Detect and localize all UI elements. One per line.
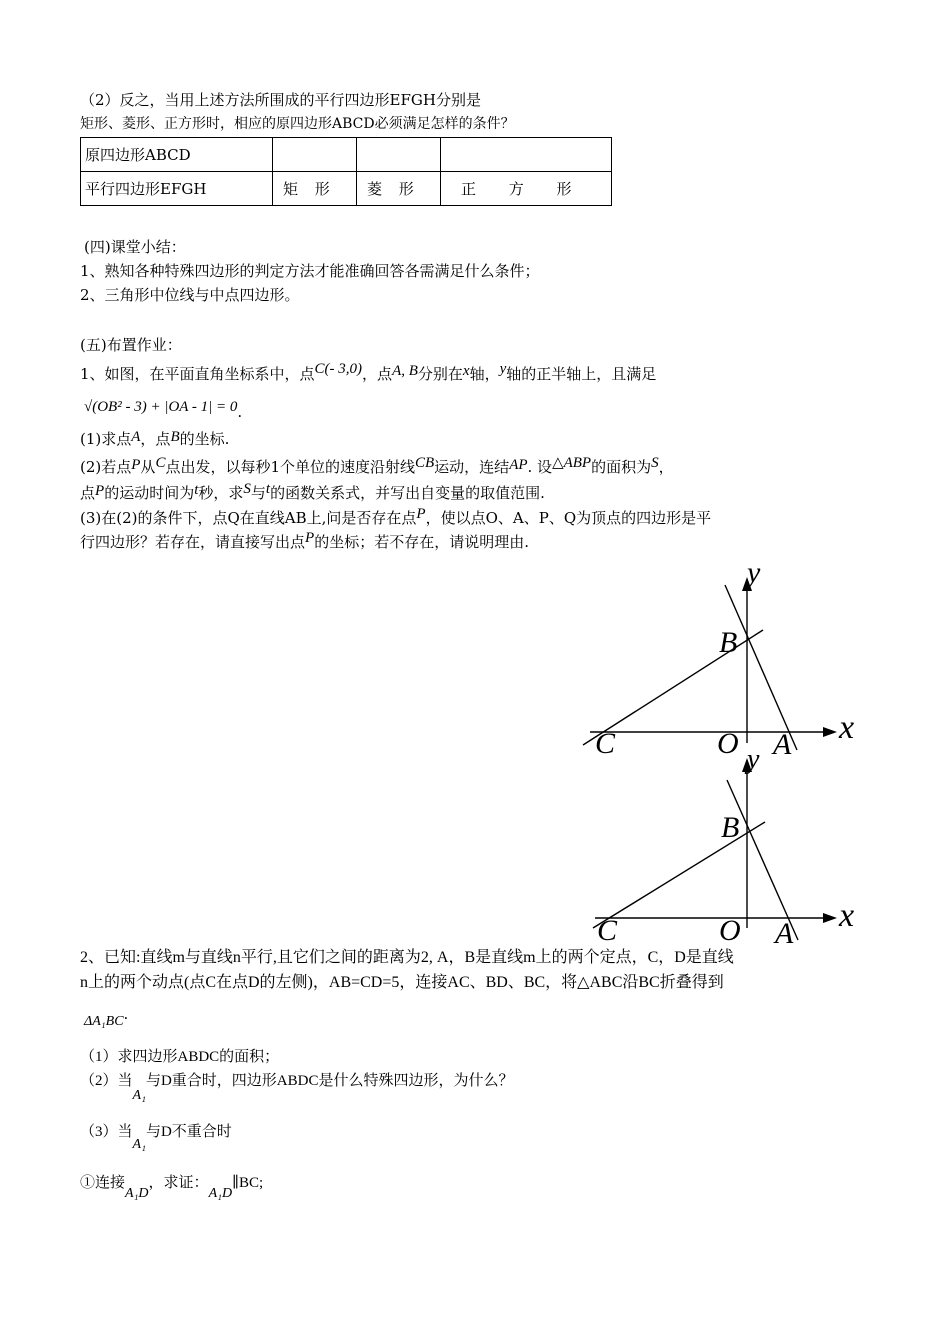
condition-formula: √(OB² - 3) + |OA - 1| = 0 [84, 399, 238, 415]
table-cell: 矩 形 [273, 172, 357, 206]
text: ∥BC; [232, 1175, 264, 1191]
x-axis-arrow [823, 727, 837, 737]
text: 与 [250, 484, 266, 502]
text: 点出发，以每秒1个单位的速度沿射线 [165, 458, 415, 476]
table-cell: 原四边形ABCD [81, 138, 273, 172]
fig2-x-label: x [839, 897, 855, 934]
text: (1)求点 [80, 430, 132, 448]
q2-triangle [84, 1005, 129, 1034]
q2-sub4 [80, 1171, 264, 1201]
var: A₁ [132, 1088, 146, 1103]
text: 1、如图，在平面直角坐标系中，点 [80, 365, 315, 383]
text: ， [658, 458, 674, 476]
summary-item-2: 2、三角形中位线与中点四边形。 [80, 286, 300, 304]
text: . [123, 1005, 129, 1023]
text: (3)在(2)的条件下，点Q在直线AB上,问是否存在点 [80, 509, 417, 527]
text: ，使以点O、A、P、Q为顶点的四边形是平 [425, 509, 712, 527]
section2-line2: 矩形、菱形、正方形时，相应的原四边形ABCD必须满足怎样的条件？ [80, 116, 515, 132]
var: △ABP [552, 455, 592, 471]
q2-sub3 [80, 1120, 232, 1152]
summary-item-1: 1、熟知各种特殊四边形的判定方法才能准确回答各需满足什么条件； [80, 262, 540, 280]
fig1-b-label: B [719, 626, 738, 659]
var: B [170, 429, 180, 445]
text: 轴， [469, 365, 500, 383]
homework-title: (五)布置作业： [80, 336, 182, 354]
var: A [131, 429, 141, 445]
text: 行四边形？若存在，请直接写出点 [80, 533, 306, 551]
fig2-o-label: O [719, 914, 741, 947]
coordinate-figure-2 [575, 740, 875, 950]
fig1-c-label: C [595, 727, 616, 760]
var: P [131, 457, 141, 473]
q2-line1: 2、已知:直线m与直线n平行,且它们之间的距离为2, A，B是直线m上的两个定点，C，D是直线 [80, 949, 734, 966]
var: P [416, 506, 426, 522]
table-cell [357, 138, 441, 172]
text: 的面积为 [591, 458, 652, 476]
summary-title: (四)课堂小结： [84, 238, 186, 256]
table-cell: 平行四边形EFGH [81, 172, 273, 206]
text: 从 [140, 458, 156, 476]
q1-intro [80, 362, 656, 387]
text: . 设 [527, 458, 553, 476]
text: 点 [80, 484, 96, 502]
fig1-o-label: O [717, 727, 739, 760]
text: ①连接 [80, 1175, 126, 1191]
q1-part1 [80, 427, 229, 452]
fig2-a-label: A [775, 917, 794, 950]
var: A₁D [208, 1186, 233, 1201]
point-c-label: C(- 3,0) [314, 361, 363, 377]
fig2-y-label: y [747, 744, 760, 775]
text: 轴的正半轴上，且满足 [506, 365, 657, 383]
x-axis-label: x [462, 363, 470, 379]
q2-sub2 [80, 1069, 514, 1103]
text: 与D重合时，四边形ABDC是什么特殊四边形，为什么？ [145, 1073, 514, 1089]
y-axis-label: y [499, 361, 507, 377]
text: 的坐标. [179, 430, 230, 448]
text: ，点 [362, 365, 393, 383]
table-row [81, 172, 612, 206]
var: t [265, 481, 271, 497]
var: P [305, 530, 315, 546]
text: 的运动时间为 [104, 484, 195, 502]
fig1-a-label: A [773, 728, 792, 761]
q2-line2: n上的两个动点(点C在点D的左侧)，AB=CD=5，连接AC、BD、BC，将△ABC沿BC折叠得到 [80, 974, 724, 991]
text: (2)若点 [80, 458, 132, 476]
var: t [194, 482, 199, 498]
coordinate-figure-1 [575, 555, 875, 765]
var: A₁D [125, 1186, 149, 1201]
q1-part2-line1 [80, 455, 674, 480]
text: （3）当 [80, 1124, 133, 1140]
text: 秒，求 [198, 484, 244, 502]
table-cell: 菱 形 [357, 172, 441, 206]
q1-condition [84, 394, 242, 419]
triangle-label: ΔA₁BC [84, 1014, 124, 1029]
line-ab [725, 585, 797, 750]
fig1-y-label: y [747, 556, 761, 589]
table-cell: 正 方 形 [441, 172, 612, 206]
fig2-b-label: B [721, 811, 740, 844]
table-cell [441, 138, 612, 172]
fig2-c-label: C [597, 914, 618, 947]
var: A₁ [132, 1137, 146, 1152]
q1-part3-line1 [80, 506, 711, 531]
text: （2）当 [80, 1073, 133, 1089]
text: 的函数关系式，并写出自变量的取值范围. [270, 484, 545, 502]
condition-table [80, 137, 612, 206]
var: P [95, 483, 105, 499]
var: C [155, 455, 166, 471]
fig1-x-label: x [839, 709, 855, 746]
text: 分别在 [417, 365, 463, 383]
var: AP [509, 457, 528, 473]
text: 与D不重合时 [145, 1124, 232, 1140]
var: CB [415, 455, 435, 471]
points-ab-label: A, B [392, 363, 418, 379]
section2-line1: （2）反之，当用上述方法所围成的平行四边形EFGH分别是 [80, 91, 481, 109]
text: 的坐标；若不存在，请说明理由. [314, 533, 529, 551]
table-cell [273, 138, 357, 172]
x-axis-arrow [823, 913, 837, 923]
text: ，求证： [148, 1175, 209, 1191]
q1-part3-line2 [80, 530, 529, 555]
var: S [651, 455, 659, 471]
table-row [81, 138, 612, 172]
q2-sub1: （1）求四边形ABDC的面积； [80, 1049, 280, 1065]
var: S [243, 481, 251, 497]
q1-part2-line2 [80, 481, 545, 506]
text: . [237, 403, 243, 421]
text: ，点 [140, 430, 171, 448]
text: 运动，连结 [434, 458, 510, 476]
